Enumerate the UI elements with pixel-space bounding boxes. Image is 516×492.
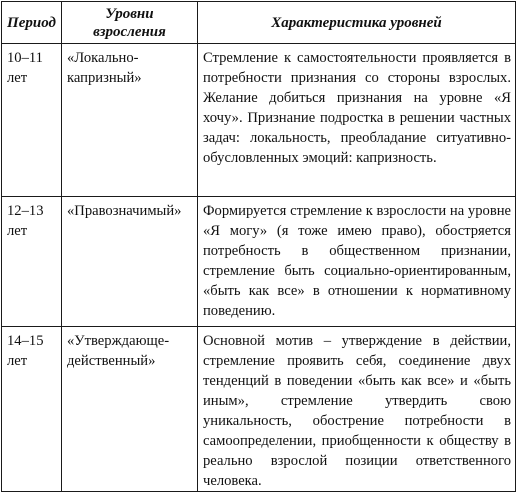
period-text: 10–11 лет bbox=[7, 50, 43, 86]
description-cell bbox=[198, 197, 516, 327]
period-cell bbox=[2, 327, 62, 492]
table-header-row bbox=[2, 2, 516, 44]
table-row bbox=[2, 327, 516, 492]
level-cell bbox=[62, 44, 198, 197]
description-cell bbox=[198, 44, 516, 197]
description-cell bbox=[198, 327, 516, 492]
table-row bbox=[2, 44, 516, 197]
level-text: «Правозначимый» bbox=[67, 203, 182, 219]
period-text: 12–13 лет bbox=[7, 203, 44, 239]
description-text: Формируется стремление к взрослости на уровне «Я могу» (я тоже имею право), обостряется потребность в общественном признании, стремление быть социально-ориентированным, «быть как все» в отношении к нормативному поведению. bbox=[203, 203, 511, 319]
level-cell bbox=[62, 327, 198, 492]
levels-table bbox=[1, 1, 516, 492]
table-row bbox=[2, 197, 516, 327]
description-text: Стремление к самостоятельности проявляется в потребности признания со стороны взрослых. Желание добиться признания на уровне «Я хочу». Признание подростка в решении частных задач: локальность, преобладание ситуативно-обусловленных эмоций: капризность. bbox=[203, 50, 511, 166]
period-cell bbox=[2, 44, 62, 197]
description-text: Основной мотив – утверждение в действии, стремление проявить себя, соединение двух тенденций в поведении «быть как все» и «быть иным», стремление утвердить свою уникальность, обострение потребности в самоопределении, приобщенности к обществу в реально взрослой позиции ответственного человека. bbox=[203, 333, 511, 489]
header-period: Период bbox=[2, 2, 62, 44]
period-text: 14–15 лет bbox=[7, 333, 44, 369]
header-characteristics: Характеристика уровней bbox=[198, 2, 516, 44]
level-text: «Локально-капризный» bbox=[67, 50, 142, 86]
header-levels: Уровни взросления bbox=[62, 2, 198, 44]
level-cell bbox=[62, 197, 198, 327]
level-text: «Утверждающе-действенный» bbox=[67, 333, 170, 369]
period-cell bbox=[2, 197, 62, 327]
